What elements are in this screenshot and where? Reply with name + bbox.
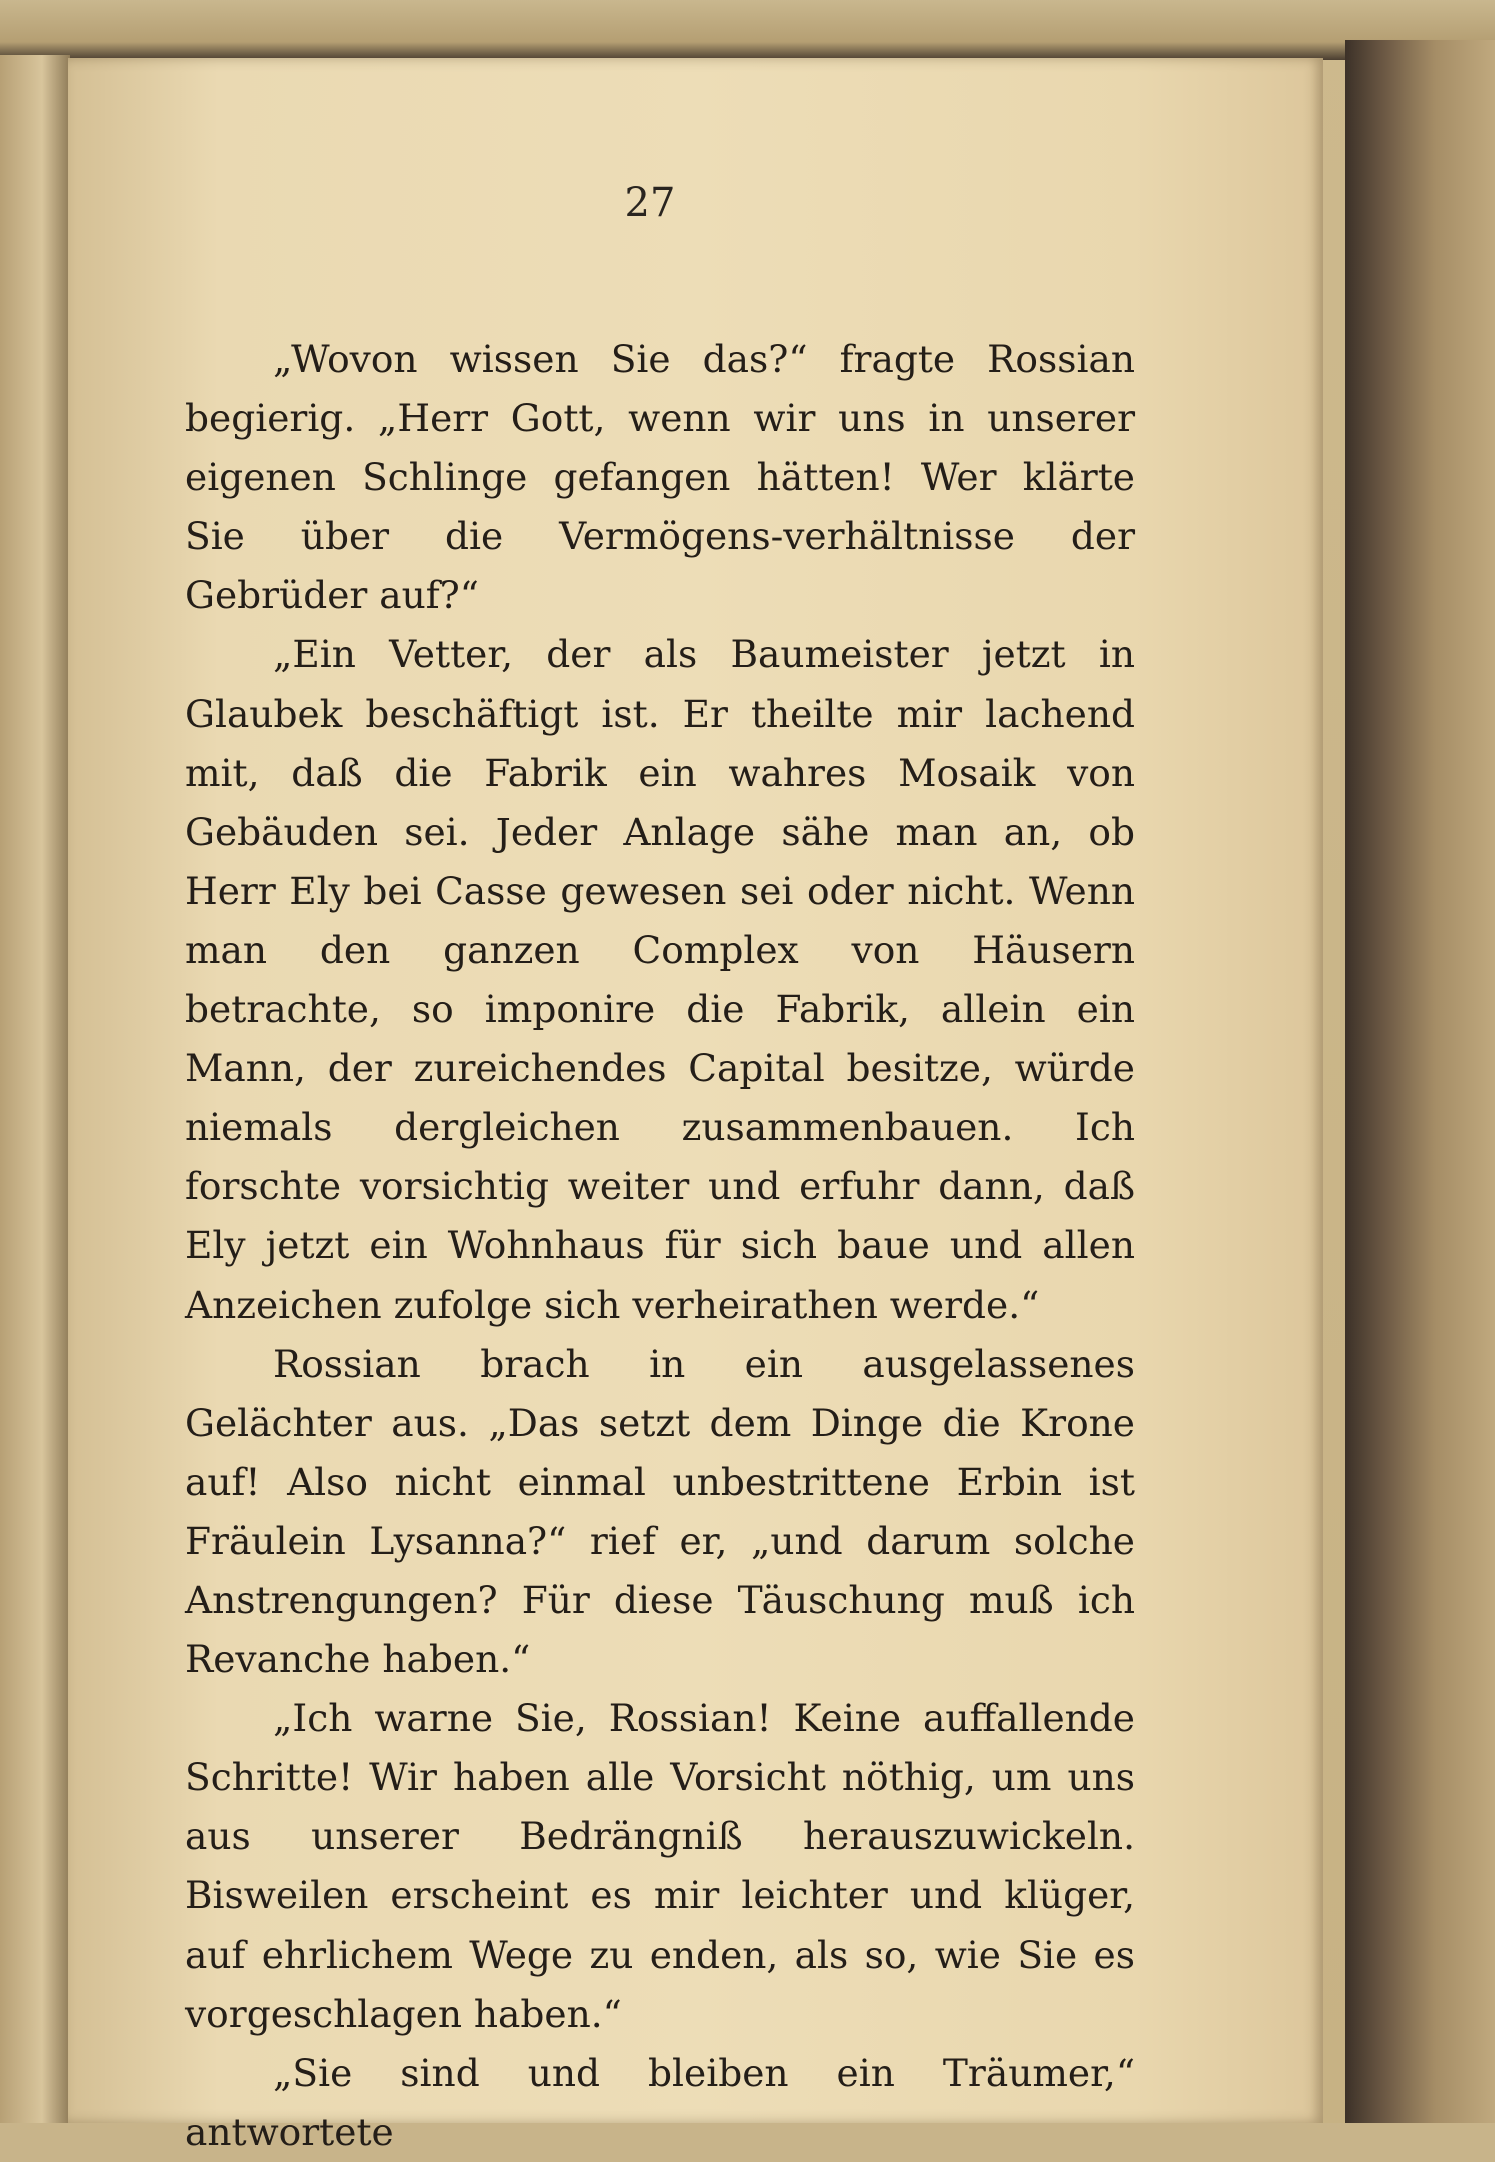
page-number: 27 bbox=[624, 180, 676, 226]
paragraph-5: „Sie sind und bleiben ein Träumer,“ antwortete bbox=[185, 2050, 1135, 2154]
paragraph-2: „Ein Vetter, der als Baumeister jetzt in Glaubek beschäftigt ist. Er theilte mir lachend mit, daß die Fabrik ein wahres Mosaik von Gebäuden sei. Jeder Anlage sähe man an, ob Herr Ely bei Casse gewesen sei oder nicht. Wenn man den ganzen Complex von Häusern betrachte, so imponire die Fabrik, allein ein Mann, der zureichendes Capital besitze, würde niemals dergleichen zusammenbauen. Ich forschte vorsichtig weiter und erfuhr dann, daß Ely jetzt ein Wohnhaus für sich baue und allen Anzeichen zufolge sich verheirathen werde.“ bbox=[185, 632, 1135, 1327]
paragraph-4: „Ich warne Sie, Rossian! Keine auffallende Schritte! Wir haben alle Vorsicht nöthig, um uns aus unserer Bedrängniß herauszuwickeln. Bisweilen erscheint es mir leichter und klüger, auf ehrlichem Wege zu enden, als so, wie Sie es vorgeschlagen haben.“ bbox=[185, 1696, 1135, 2036]
paragraph-3: Rossian brach in ein ausgelassenes Gelächter aus. „Das setzt dem Dinge die Krone auf! Also nicht einmal unbestrittene Erbin ist Fräulein Lysanna?“ rief er, „und darum solche Anstrengungen? Für diese Täuschung muß ich Revanche haben.“ bbox=[185, 1341, 1135, 1682]
body-text bbox=[185, 330, 1135, 2162]
book-top-edge bbox=[0, 0, 1495, 60]
paragraph-1: „Wovon wissen Sie das?“ fragte Rossian begierig. „Herr Gott, wenn wir uns in unserer eigenen Schlinge gefangen hätten! Wer klärte Sie über die Vermögens-verhältnisse der Gebrüder auf?“ bbox=[185, 337, 1135, 618]
book-cover-edge bbox=[1345, 40, 1495, 2123]
book-spine-gutter bbox=[0, 55, 70, 2123]
